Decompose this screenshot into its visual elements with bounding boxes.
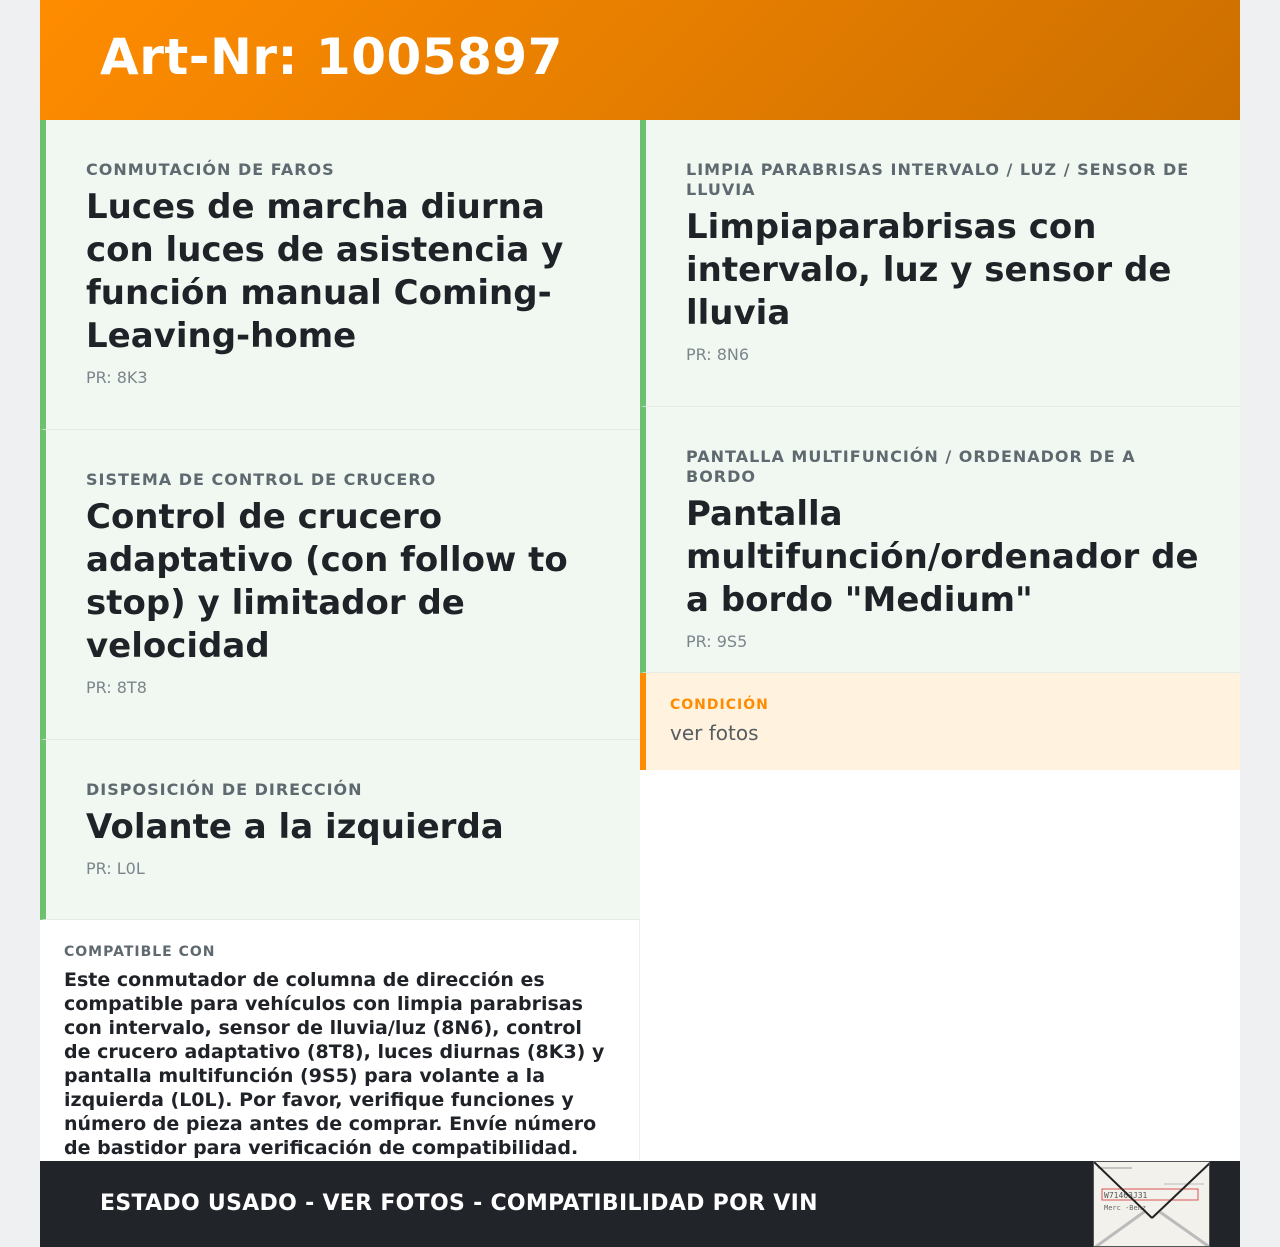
feature-title: Limpiaparabrisas con intervalo, luz y sensor de lluvia xyxy=(686,207,1172,333)
label-vin-text: W71463J31 xyxy=(1104,1191,1148,1200)
footer-text: ESTADO USADO - VER FOTOS - COMPATIBILIDAD POR VIN xyxy=(100,1191,818,1216)
feature-pr-code: PR: 8T8 xyxy=(86,678,147,697)
page xyxy=(40,0,1240,1247)
footer xyxy=(40,1161,1240,1247)
feature-card-headlights xyxy=(40,120,640,430)
compatibility-label: COMPATIBLE CON xyxy=(64,944,216,960)
header xyxy=(40,0,1240,120)
article-number-title: Art-Nr: 1005897 xyxy=(100,28,563,86)
feature-category: LIMPIA PARABRISAS INTERVALO / LUZ / SENSOR DE LLUVIA xyxy=(686,160,1190,199)
feature-title: Pantalla multifunción/ordenador de a bordo "Medium" xyxy=(686,494,1199,620)
label-maker-text: Merc -Benz xyxy=(1104,1204,1147,1212)
part-label-thumbnail[interactable] xyxy=(1093,1161,1210,1247)
feature-pr-code: PR: 8N6 xyxy=(686,345,750,364)
feature-card-cruise-control xyxy=(40,430,640,740)
condition-value: ver fotos xyxy=(670,721,759,745)
feature-card-steering xyxy=(40,740,640,920)
feature-card-wipers xyxy=(640,120,1240,407)
feature-category: DISPOSICIÓN DE DIRECCIÓN xyxy=(86,780,363,799)
feature-card-display xyxy=(640,407,1240,673)
feature-title: Volante a la izquierda xyxy=(86,807,504,847)
condition-label: CONDICIÓN xyxy=(670,697,769,713)
condition-box xyxy=(640,673,1240,770)
feature-category: PANTALLA MULTIFUNCIÓN / ORDENADOR DE A BORDO xyxy=(686,447,1136,486)
feature-pr-code: PR: 9S5 xyxy=(686,632,748,651)
feature-pr-code: PR: 8K3 xyxy=(86,368,148,387)
feature-title: Control de crucero adaptativo (con follow to stop) y limitador de velocidad xyxy=(86,497,568,666)
compatibility-text: Este conmutador de columna de dirección es compatible para vehículos con limpia parabrisas con intervalo, sensor de lluvia/luz (8N6), control de crucero adaptativo (8T8), luces diurnas (8K3) y pantalla multifunción (9S5) para volante a la izquierda (L0L). Por favor, verifique funciones y número de pieza antes de comprar. Envíe número de bastidor para verificación de compatibilidad. xyxy=(64,969,605,1159)
compatibility-section xyxy=(40,920,640,1160)
label-sticker-image xyxy=(1094,1162,1210,1247)
feature-title: Luces de marcha diurna con luces de asistencia y función manual Coming-Leaving-home xyxy=(86,187,564,356)
feature-pr-code: PR: L0L xyxy=(86,859,145,878)
feature-category: SISTEMA DE CONTROL DE CRUCERO xyxy=(86,470,437,489)
feature-category: CONMUTACIÓN DE FAROS xyxy=(86,160,335,179)
